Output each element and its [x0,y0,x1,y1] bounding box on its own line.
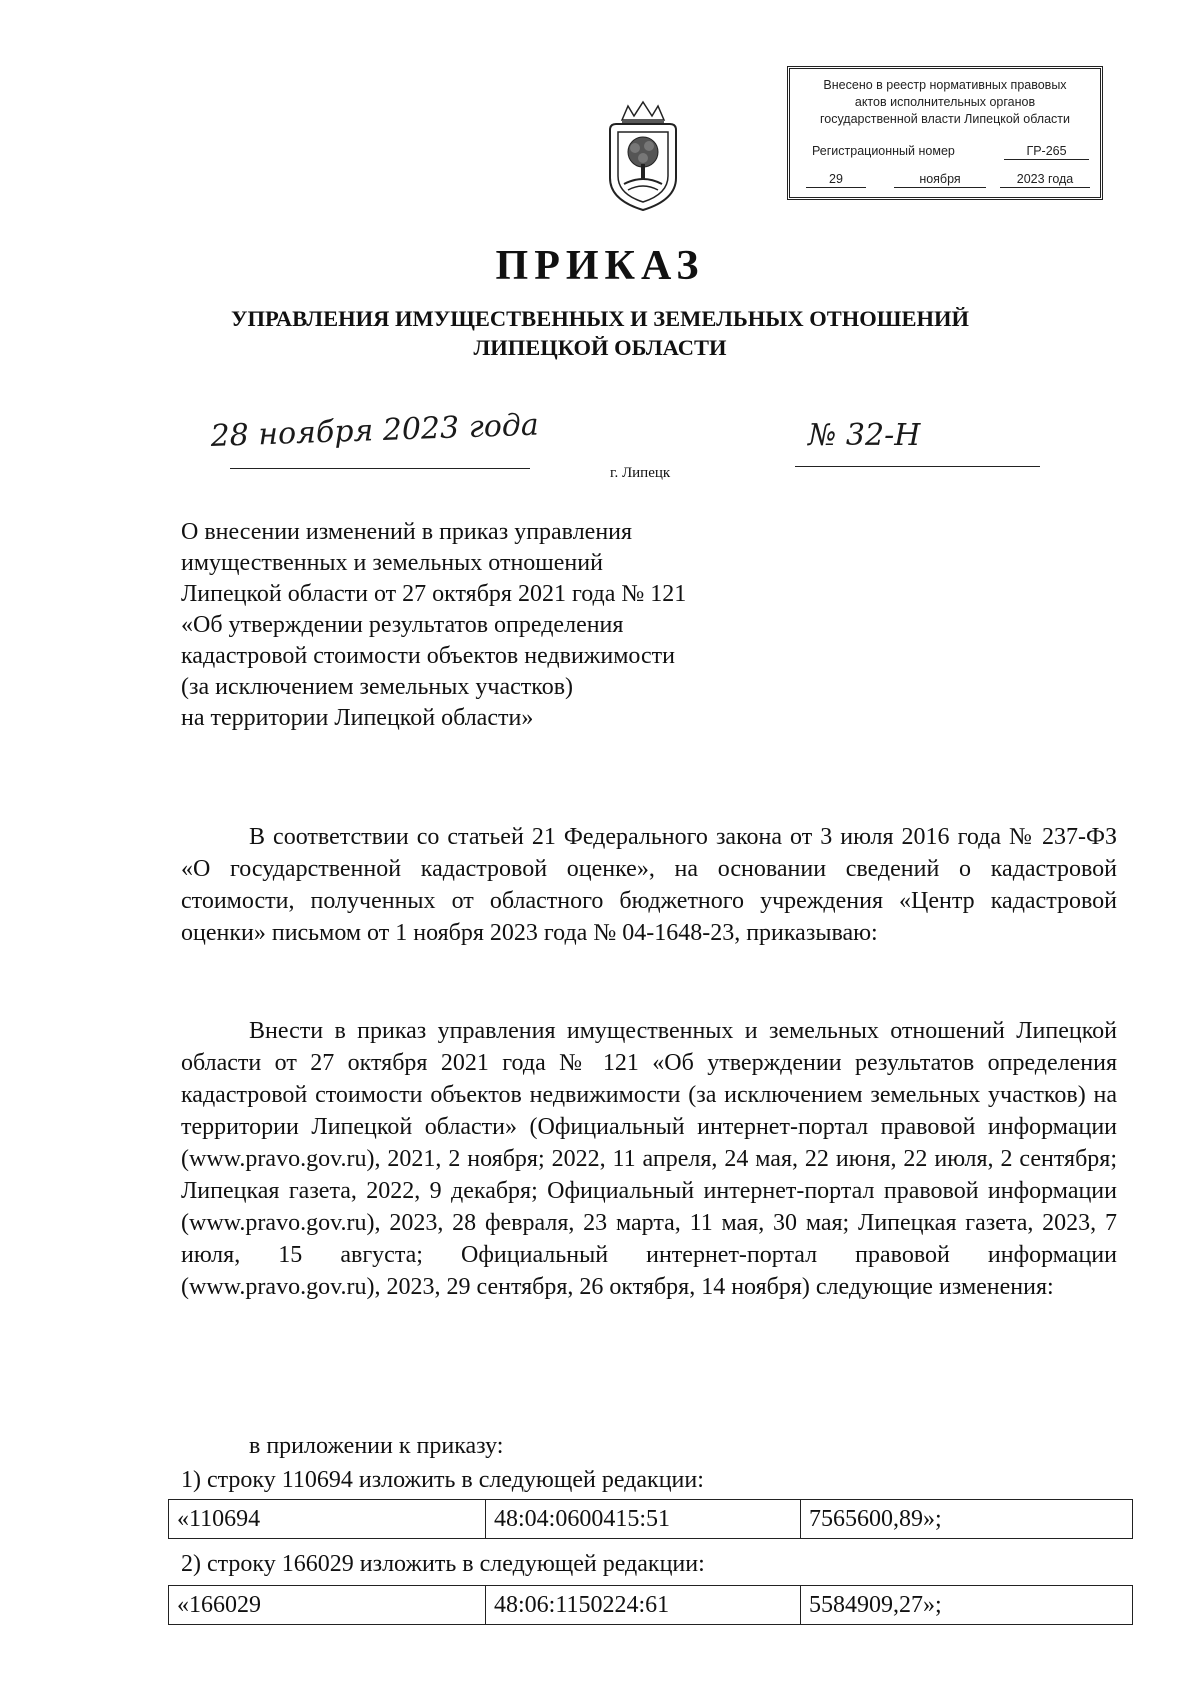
row-table-2 [168,1585,1133,1625]
subject-line: «Об утверждении результатов определения [181,612,624,638]
table-row [169,1500,1133,1539]
row-number-cell: «110694 [169,1500,486,1539]
subject-line: имущественных и земельных отношений [181,550,603,576]
stamp-line-3: государственной власти Липецкой области [819,112,1071,126]
subject-line: на территории Липецкой области» [181,705,534,731]
stamp-day: 29 [806,172,866,188]
cadastral-value-cell: 7565600,89»; [801,1500,1133,1539]
document-subtitle [0,304,1200,362]
date-underline [230,468,530,469]
subtitle-line-1: УПРАВЛЕНИЯ ИМУЩЕСТВЕННЫХ И ЗЕМЕЛЬНЫХ ОТНОШЕНИЙ [231,306,969,331]
cadastral-number-cell: 48:06:1150224:61 [486,1586,801,1625]
stamp-reg-label: Регистрационный номер [812,144,955,158]
stamp-line-2: актов исполнительных органов [854,95,1036,109]
subject-line: (за исключением земельных участков) [181,674,574,700]
registry-stamp [787,66,1103,200]
row-number-cell: «166029 [169,1586,486,1625]
subject-line: О внесении изменений в приказ управления [181,519,633,545]
handwritten-date: 28 ноября 2023 года [210,407,540,454]
paragraph-changes: Внести в приказ управления имущественных и земельных отношений Липецкой области от 27 октября 2021 года № 121 «Об утверждении результатов определения кадастровой стоимости объектов недвижимости (за исключением земельных участков) на территории Липецкой области» (Официальный интернет-портал правовой информации (www.pravo.gov.ru), 2021, 2 ноября; 2022, 11 апреля, 24 мая, 22 июня, 22 июля, 2 сентября; Липецкая газета, 2022, 9 декабря; Официальный интернет-портал правовой информации (www.pravo.gov.ru), 2023, 28 февраля, 23 марта, 11 мая, 30 мая; Липецкая газета, 2023, 7 июля, 15 августа; Официальный интернет-портал правовой информации (www.pravo.gov.ru), 2023, 29 сентября, 26 октября, 14 ноября) следующие изменения: [181,1018,1117,1300]
subject-block [181,517,821,734]
item-2: 2) строку 166029 изложить в следующей редакции: [181,1551,705,1577]
cadastral-number-cell: 48:04:0600415:51 [486,1500,801,1539]
coat-of-arms-icon [602,100,684,214]
row-table-1 [168,1499,1133,1539]
stamp-reg-number: ГР-265 [1004,144,1089,160]
handwritten-number: № 32-Н [808,418,921,453]
paragraph-preamble: В соответствии со статьей 21 Федерального закона от 3 июля 2016 года № 237-ФЗ «О государственной кадастровой оценке», на основании сведений о кадастровой стоимости, полученных от областного бюджетного учреждения «Центр кадастровой оценки» письмом от 1 ноября 2023 года № 04-1648-23, приказываю: [181,824,1117,946]
stamp-year: 2023 года [1000,172,1090,188]
item-1: 1) строку 110694 изложить в следующей редакции: [181,1467,704,1493]
table-row [169,1586,1133,1625]
cadastral-value-cell: 5584909,27»; [801,1586,1133,1625]
subject-line: Липецкой области от 27 октября 2021 года № 121 [181,581,687,607]
stamp-line-1: Внесено в реестр нормативных правовых [823,78,1067,92]
appendix-line: в приложении к приказу: [249,1433,504,1459]
subject-line: кадастровой стоимости объектов недвижимости [181,643,675,669]
subtitle-line-2: ЛИПЕЦКОЙ ОБЛАСТИ [473,335,727,360]
stamp-month: ноября [894,172,986,188]
city-label: г. Липецк [610,465,671,481]
number-underline [795,466,1040,467]
document-title: ПРИКАЗ [495,243,705,289]
